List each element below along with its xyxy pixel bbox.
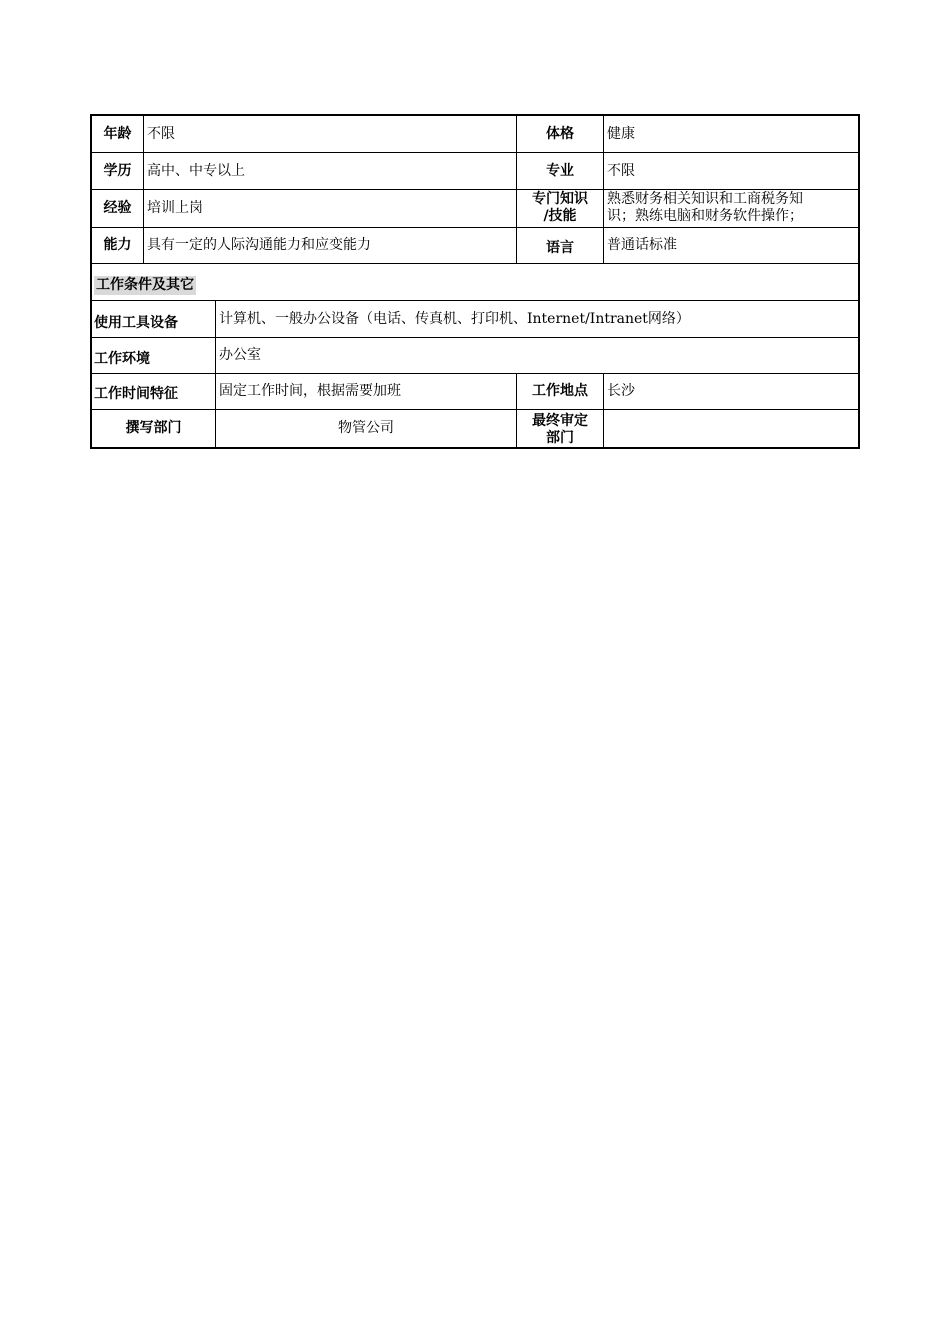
final-approval-dept-label-line1: 最终审定 [532,413,588,429]
author-dept-value: 物管公司 [338,420,394,436]
knowledge-skill-value [604,191,858,227]
education-value: 高中、中专以上 [147,163,245,179]
work-time-label: 工作时间特征 [94,386,178,402]
experience-label: 经验 [103,200,132,216]
knowledge-skill-label-line1: 专门知识 [532,191,588,207]
environment-label: 工作环境 [94,351,150,367]
knowledge-skill-value-line1: 熟悉财务相关知识和工商税务知 [607,191,803,207]
language-value: 普通话标准 [607,237,677,253]
environment-value: 办公室 [219,347,261,363]
knowledge-skill-value-line2: 识；熟练电脑和财务软件操作； [607,208,803,224]
physique-label: 体格 [546,125,574,142]
education-label: 学历 [103,162,132,179]
age-label: 年龄 [103,125,132,142]
experience-value: 培训上岗 [147,200,203,216]
work-time-value: 固定工作时间，根据需要加班 [219,383,401,399]
author-dept-label: 撰写部门 [125,420,182,436]
ability-value: 具有一定的人际沟通能力和应变能力 [147,237,371,253]
major-value: 不限 [607,163,635,179]
knowledge-skill-label-line2: /技能 [543,208,577,224]
age-value: 不限 [147,126,175,142]
physique-value: 健康 [607,126,635,142]
work-location-label: 工作地点 [532,383,588,399]
work-location-value: 长沙 [607,383,635,399]
job-description-table [90,114,860,449]
ability-label: 能力 [103,237,132,253]
final-approval-dept-value [604,410,858,447]
tools-label: 使用工具设备 [94,314,178,331]
knowledge-skill-label [517,191,603,227]
final-approval-dept-label-line2: 部门 [546,430,574,446]
major-label: 专业 [546,162,574,179]
section-title: 工作条件及其它 [96,277,194,293]
language-label: 语言 [546,240,574,256]
tools-value: 计算机、一般办公设备（电话、传真机、打印机、Internet/Intranet网络） [219,311,690,327]
final-approval-dept-label [517,413,603,447]
